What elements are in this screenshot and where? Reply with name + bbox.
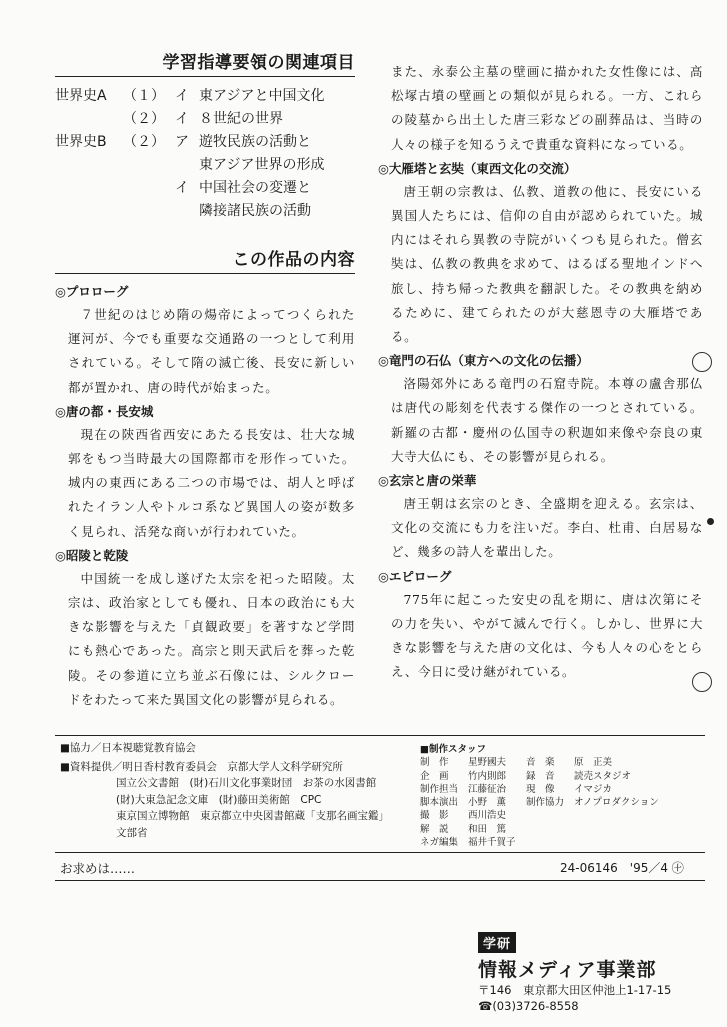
cooperation-credit: ■協力／日本視聴覚教育協会 <box>60 742 196 754</box>
binder-hole-icon <box>692 352 712 372</box>
curriculum-row <box>55 177 355 200</box>
materials-line: 東京国立博物館 東京都立中央図書館蔵「支那名画宝鑑」 <box>116 810 389 822</box>
materials-credit: ■資料提供／明日香村教育委員会 京都大学人文科学研究所 <box>60 760 343 773</box>
credits <box>60 740 405 841</box>
staff-name: 竹内則郎 <box>468 770 507 782</box>
staff-list <box>420 756 710 849</box>
order-note: お求めは…… <box>60 861 136 876</box>
publisher-block <box>478 932 671 1014</box>
curriculum-row <box>55 131 355 154</box>
curriculum-topic: 東アジア世界の形成 <box>199 157 325 173</box>
staff-name: 和田 篤 <box>468 823 507 835</box>
staff-role: 音 楽 <box>526 757 555 769</box>
curriculum-number <box>123 154 175 177</box>
curriculum-subject <box>55 200 123 223</box>
section-title: ◎エピローグ <box>378 568 452 584</box>
section-title: ◎昭陵と乾陵 <box>55 547 129 563</box>
staff-role: 脚本演出 <box>420 797 459 809</box>
curriculum-number: （２） <box>123 134 165 150</box>
section-prologue <box>55 282 355 400</box>
staff-role <box>526 809 574 822</box>
staff-name <box>574 823 710 836</box>
curriculum-topic: 中国社会の変遷と <box>199 180 311 196</box>
section-xuanzong <box>378 471 703 565</box>
curriculum-heading: 学習指導要領の関連項目 <box>55 48 355 77</box>
curriculum-topic: ８世紀の世界 <box>199 111 283 127</box>
section-mausoleums <box>55 546 355 712</box>
staff-name <box>574 836 710 849</box>
section-text: ７世紀のはじめ隋の煬帝によってつくられた運河が、今でも重要な交通路の一つとして利用されている。そして隋の滅亡後、長安に新しい都が置かれ、唐の時代が始まった。 <box>68 307 355 395</box>
publisher-logo: 学研 <box>478 932 516 953</box>
curriculum-number <box>123 177 175 200</box>
binder-hole-icon <box>692 672 712 692</box>
section-text: 775年に起こった安史の乱を期に、唐は次第にその力を失い、やがて滅んで行く。しかし、世界に大きな影響を与えた唐の文化は、今も人々の心をとらえ、今日に受け継がれている。 <box>391 591 703 680</box>
divider <box>55 880 705 881</box>
materials-line: 国立公文書館 (財)石川文化事業財団 お茶の水図書館 <box>116 777 377 789</box>
product-code: 24-06146 '95／4 ㊉ <box>560 861 684 875</box>
curriculum-letter <box>175 200 199 223</box>
left-column <box>55 48 355 712</box>
staff-name <box>574 809 710 822</box>
section-text: 唐王朝は玄宗のとき、全盛期を迎える。玄宗は、文化の交流にも力を注いだ。李白、杜甫、白居易など、幾多の詩人を輩出した。 <box>391 496 703 560</box>
registration-mark-icon <box>707 518 714 525</box>
curriculum-topic: 隣接諸民族の活動 <box>199 203 311 219</box>
staff-name: 福井千賀子 <box>468 837 516 849</box>
curriculum-subject: 世界史A <box>55 88 107 104</box>
staff-role: 制 作 <box>420 757 449 769</box>
divider <box>55 735 705 736</box>
staff-role <box>526 823 574 836</box>
publisher-address: 〒146 東京都大田区仲池上1-17-15 <box>478 983 672 997</box>
staff-role: 解 説 <box>420 823 449 835</box>
curriculum-subject: 世界史B <box>55 134 107 150</box>
publisher-phone: ☎(03)3726-8558 <box>478 999 579 1013</box>
content-heading: この作品の内容 <box>55 245 355 274</box>
section-title: ◎プロローグ <box>55 284 129 299</box>
curriculum-subject <box>55 108 123 131</box>
staff-name: 星野國夫 <box>468 757 507 769</box>
staff-name: イマジカ <box>574 783 613 795</box>
staff-role: 録 音 <box>526 770 555 782</box>
curriculum-number: （１） <box>123 88 165 104</box>
curriculum-letter <box>175 154 199 177</box>
curriculum-letter: イ <box>175 88 189 104</box>
staff-role: 制作協力 <box>526 797 565 809</box>
curriculum-subject <box>55 177 123 200</box>
staff-title: ■制作スタッフ <box>420 744 486 755</box>
section-changan <box>55 402 355 544</box>
curriculum-row <box>55 85 355 108</box>
section-title: ◎大雁塔と玄奘（東西文化の交流） <box>378 160 577 176</box>
staff-name: 江藤征治 <box>468 783 507 795</box>
section-title: ◎玄宗と唐の栄華 <box>378 473 477 489</box>
staff-role: ネガ編集 <box>420 837 459 849</box>
section-epilogue <box>378 567 703 685</box>
continued-text: また、永泰公主墓の壁画に描かれた女性像には、高松塚古墳の壁画との類似が見られる。一方、これらの陵墓から出土した唐三彩などの副葬品は、当時の人々の様子を知るうえで貴重な資料になっている。 <box>391 64 703 152</box>
section-text: 現在の陝西省西安にあたる長安は、壮大な城郭をもつ当時最大の国際都市を形作っていた。城内の東西にある二つの市場では、胡人と呼ばれたイラン人やトルコ系など異国人の姿が数多く見られ、活発な商いが行われていた。 <box>68 426 355 539</box>
publisher-dept: 情報メディア事業部 <box>478 959 657 981</box>
curriculum-letter: ア <box>175 134 189 150</box>
staff-name: 小野 薫 <box>468 797 507 809</box>
divider <box>55 852 705 853</box>
section-text: 洛陽郊外にある竜門の石窟寺院。本尊の盧舎那仏は唐代の彫刻を代表する傑作の一つとされている。新羅の古都・慶州の仏国寺の釈迦如来像や奈良の東大寺大仏にも、その影響が見られる。 <box>391 376 703 464</box>
curriculum-letter: イ <box>175 111 189 127</box>
curriculum-topic: 東アジアと中国文化 <box>199 88 325 104</box>
staff-role: 撮 影 <box>420 810 449 822</box>
staff-role: 企 画 <box>420 770 449 782</box>
curriculum-row <box>55 154 355 177</box>
section-title: ◎唐の都・長安城 <box>55 403 154 419</box>
staff-name: 原 正美 <box>574 757 613 769</box>
staff-role: 現 像 <box>526 783 555 795</box>
staff-role: 制作担当 <box>420 783 459 795</box>
staff-name: 読売スタジオ <box>574 770 632 782</box>
section-text: 唐王朝の宗教は、仏教、道教の他に、長安にいる異国人たちには、信仰の自由が認められていた。城内にはそれら異教の寺院がいくつも見られた。僧玄奘は、仏教の教典を求めて、はるばる聖地インドへ旅し、持ち帰った教典を翻訳した。その教典を納めるために、建てられたのが大慈恩寺の大雁塔である。 <box>391 183 703 345</box>
curriculum-number: （２） <box>123 111 165 127</box>
curriculum-list <box>55 85 355 223</box>
curriculum-topic: 遊牧民族の活動と <box>199 134 311 150</box>
curriculum-subject <box>55 154 123 177</box>
curriculum-number <box>123 200 175 223</box>
materials-line: (財)大東急記念文庫 (財)藤田美術館 CPC <box>116 793 322 806</box>
materials-line: 文部省 <box>116 826 148 839</box>
section-pagoda <box>378 159 703 349</box>
curriculum-letter: イ <box>175 180 189 196</box>
section-title: ◎竜門の石仏（東方への文化の伝播） <box>378 353 589 369</box>
section-longmen <box>378 351 703 469</box>
staff-role <box>526 836 574 849</box>
section-text: 中国統一を成し遂げた太宗を祀った昭陵。太宗は、政治家としても優れ、日本の政治にも大きな影響を与えた「貞観政要」を著すなど学問にも熱心であった。高宗と則天武后を葬った乾陵。その参道に立ち並ぶ石像には、シルクロードをわたって来た異国文化の影響が見られる。 <box>68 570 355 707</box>
curriculum-row <box>55 200 355 223</box>
staff-name: 西川浩史 <box>468 810 507 822</box>
curriculum-row <box>55 108 355 131</box>
right-column <box>378 60 703 684</box>
staff-name: オノプロダクション <box>574 797 659 809</box>
staff-credits <box>420 743 710 849</box>
